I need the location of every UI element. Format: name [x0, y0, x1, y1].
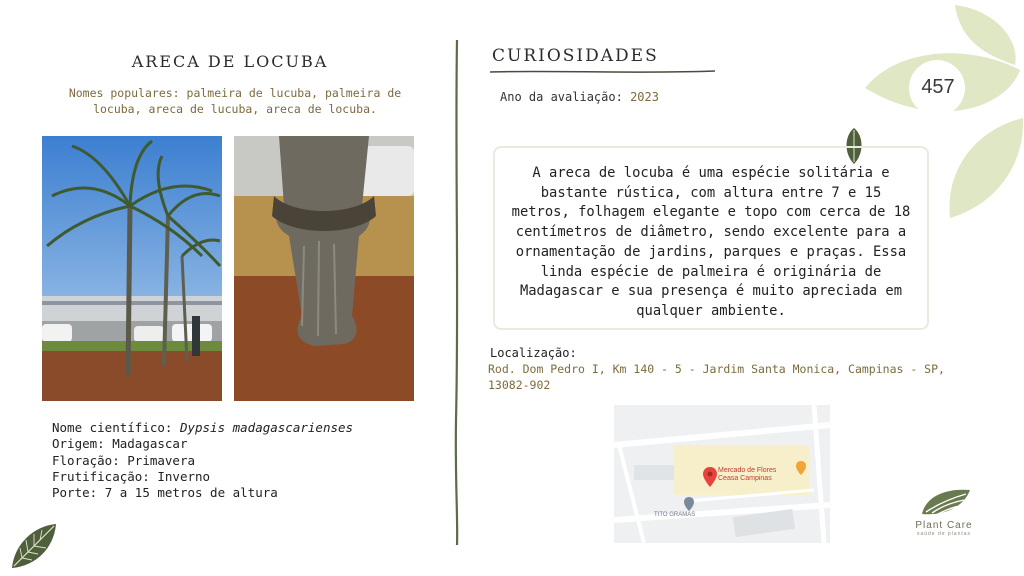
size-value: 7 a 15 metros de altura: [104, 485, 278, 501]
flowering-label: Floração:: [52, 452, 120, 468]
logo-tagline: saúde de plantas: [916, 531, 972, 537]
size-label: Porte:: [52, 485, 98, 501]
origin-value: Madagascar: [112, 436, 188, 452]
section-title: CURIOSIDADES: [492, 46, 659, 66]
evaluation-year-value: 2023: [630, 90, 659, 104]
size-row: [52, 485, 353, 501]
fruiting-label: Frutificação:: [52, 468, 150, 484]
column-divider: [452, 40, 462, 545]
plant-facts: [52, 420, 353, 501]
map-poi-icon: [796, 461, 806, 475]
map-place-line1: Mercado de Flores: [718, 467, 777, 474]
map-place-line2: Ceasa Campinas: [718, 475, 772, 482]
location-label: Localização:: [490, 346, 577, 360]
map-poi-label: TITO GRAMAS: [654, 512, 696, 518]
page-number-badge: 457: [921, 76, 955, 98]
description-box: [493, 146, 929, 330]
origin-label: Origem:: [52, 436, 105, 452]
description-text: A areca de locuba é uma espécie solitária e bastante rústica, com altura entre 7 e 15 metros, folhagem elegante e topo com cerca de 18 centímetros de diâmetro, sendo excelente para a ornamentação de jardins, parques e praças. Essa linda espécie de palmeira é originária de Madagascar e sua presença é muito apreciada em qualquer ambiente.: [511, 165, 911, 319]
map-poi-gray-icon: [684, 497, 694, 511]
popular-names-label: Nomes populares:: [68, 86, 180, 100]
flowering-value: Primavera: [127, 452, 195, 468]
logo-name: Plant Care: [915, 520, 973, 531]
popular-names-value: palmeira de lucuba, palmeira de locuba, areca de lucuba, areca de locuba.: [93, 86, 402, 116]
map-pin-icon: [703, 467, 717, 487]
palm-tree-photo: [42, 136, 222, 401]
flowering-row: [52, 453, 353, 469]
scientific-name-value: Dypsis madagascarienses: [179, 420, 354, 435]
scientific-name-label: Nome científico:: [52, 420, 173, 435]
palm-trunk-photo: [234, 136, 414, 401]
origin-row: [52, 436, 353, 452]
title-underline: [490, 69, 715, 75]
evaluation-year: [500, 90, 659, 104]
brand-logo: [904, 486, 984, 537]
leaf-icon: [8, 520, 60, 572]
fruiting-value: Inverno: [157, 468, 211, 484]
scientific-name-row: [52, 420, 353, 436]
plant-title: ARECA DE LOCUBA: [131, 52, 329, 71]
logo-leaf-icon: [916, 486, 972, 518]
popular-names: [50, 85, 420, 117]
location-address: Rod. Dom Pedro I, Km 140 - 5 - Jardim Santa Monica, Campinas - SP, 13082-902: [488, 362, 945, 392]
evaluation-year-label: Ano da avaliação:: [500, 90, 623, 104]
map-place-name: [718, 467, 776, 483]
location-map[interactable]: [614, 405, 830, 543]
fruiting-row: [52, 469, 353, 485]
